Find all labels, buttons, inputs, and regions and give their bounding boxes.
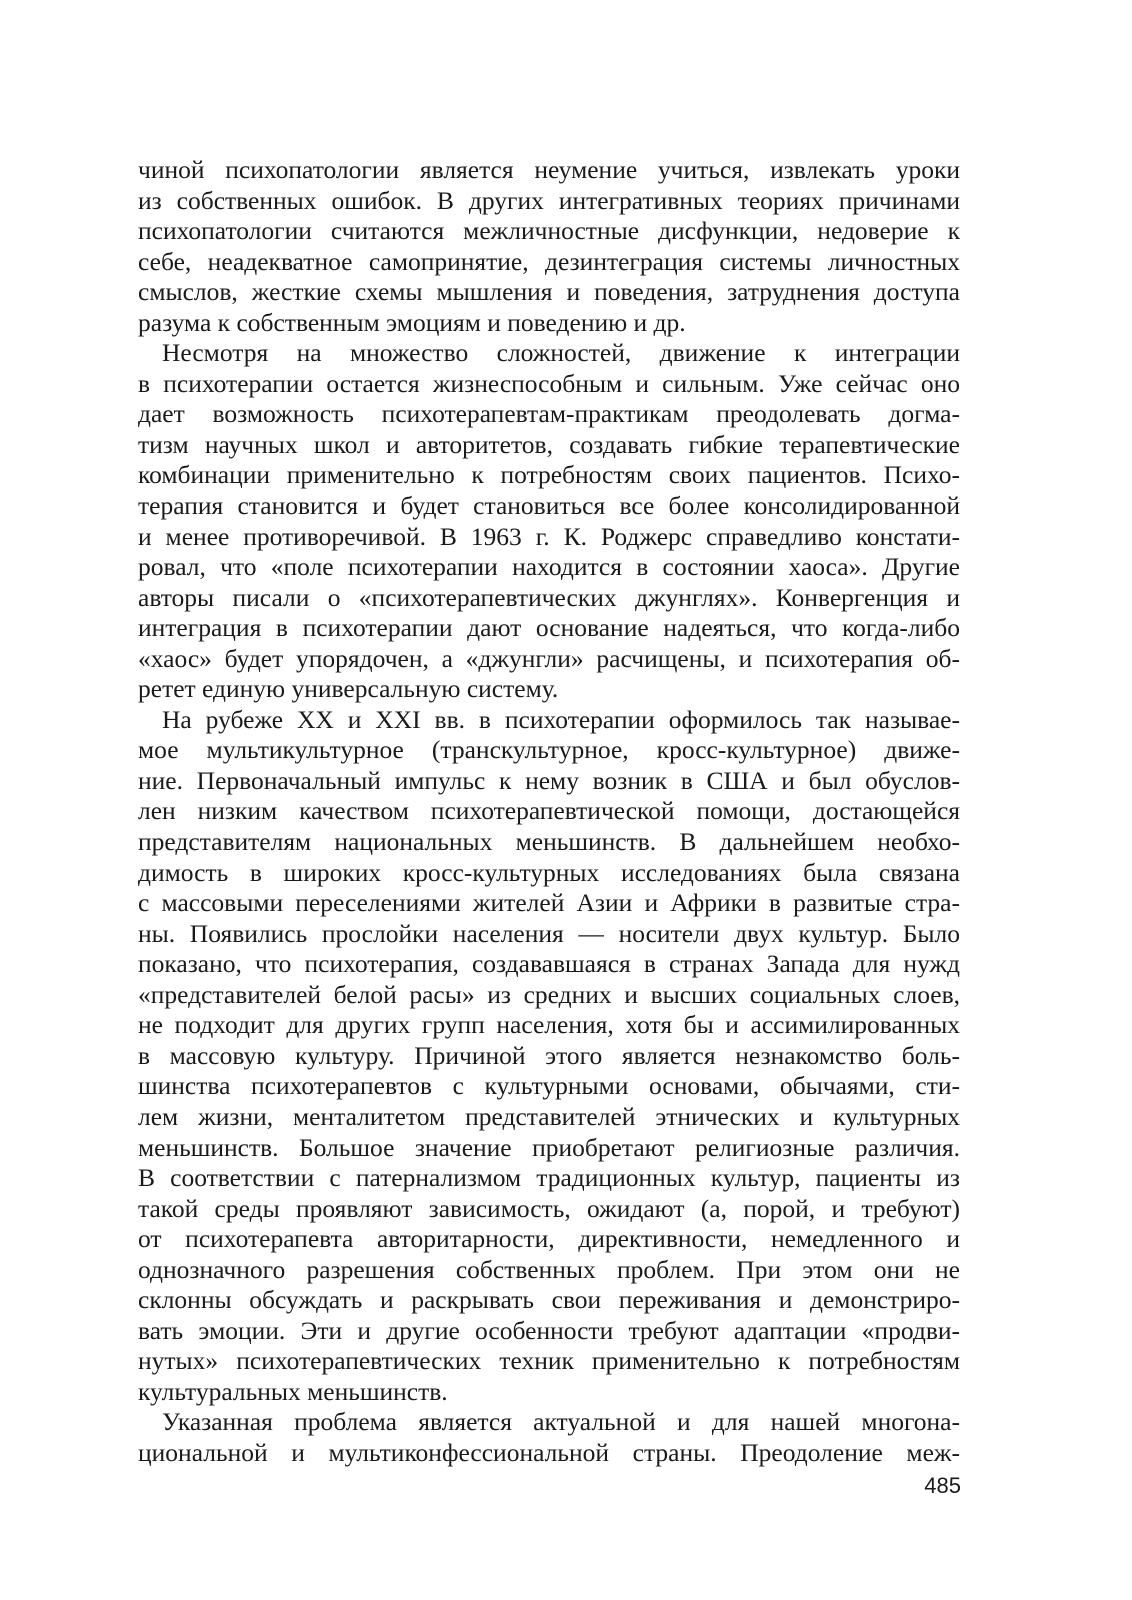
text-line: разума к собственным эмоциям и поведению и др.	[138, 307, 686, 337]
text-line: в массовую культуру. Причиной этого является незнакомство боль-	[138, 1040, 960, 1070]
paragraph	[138, 1407, 960, 1468]
text-line: чиной психопатологии является неумение учиться, извлекать уроки	[138, 155, 960, 184]
text-line: с массовыми переселениями жителей Азии и Африки в развитые стра-	[138, 888, 960, 918]
text-line: из собственных ошибок. В других интегративных теориях причинами	[138, 185, 960, 215]
text-line: себе, неадекватное самопринятие, дезинтеграция системы личностных	[138, 246, 960, 276]
paragraph	[138, 705, 960, 1408]
text-line: комбинации применительно к потребностям своих пациентов. Психо-	[138, 460, 960, 490]
text-line: ретет единую универсальную систему.	[138, 674, 559, 704]
text-line: интеграция в психотерапии дают основание надеяться, что когда-либо	[138, 613, 960, 643]
text-line: димость в широких кросс-культурных исследованиях была связана	[138, 857, 960, 887]
body-text	[138, 155, 960, 1469]
text-line: тизм научных школ и авторитетов, создавать гибкие терапевтические	[138, 429, 960, 459]
text-line: и менее противоречивой. В 1963 г. К. Роджерс справедливо констати-	[138, 521, 960, 551]
text-line: «представителей белой расы» из средних и высших социальных слоев,	[138, 979, 960, 1009]
page-number: 485	[924, 1473, 961, 1498]
text-line: ние. Первоначальный импульс к нему возник в США и был обуслов-	[138, 765, 960, 795]
text-line: «хаос» будет упорядочен, а «джунгли» расчищены, и психотерапия об-	[138, 643, 960, 673]
text-line: Указанная проблема является актуальной и для нашей многона-	[162, 1407, 960, 1437]
text-line: меньшинств. Большое значение приобретают религиозные различия.	[138, 1132, 960, 1162]
text-line: от психотерапевта авторитарности, директивности, немедленного и	[138, 1224, 960, 1254]
text-line: культуральных меньшинств.	[138, 1376, 448, 1406]
text-line: лем жизни, менталитетом представителей этнических и культурных	[138, 1101, 960, 1131]
paragraph	[138, 338, 960, 705]
text-line: авторы писали о «психотерапевтических джунглях». Конвергенция и	[138, 582, 960, 612]
text-line: такой среды проявляют зависимость, ожидают (а, порой, и требуют)	[138, 1193, 960, 1223]
text-line: склонны обсуждать и раскрывать свои переживания и демонстриро-	[138, 1285, 960, 1315]
text-line: дает возможность психотерапевтам-практикам преодолевать догма-	[138, 399, 960, 429]
text-line: показано, что психотерапия, создававшаяся в странах Запада для нужд	[138, 949, 960, 979]
text-line: психопатологии считаются межличностные дисфункции, недоверие к	[138, 216, 960, 246]
text-line: нутых» психотерапевтических техник применительно к потребностям	[138, 1346, 960, 1376]
text-line: шинства психотерапевтов с культурными основами, обычаями, сти-	[138, 1071, 960, 1101]
text-line: мое мультикультурное (транскультурное, кросс-культурное) движе-	[138, 735, 960, 765]
text-line: смыслов, жесткие схемы мышления и поведения, затруднения доступа	[138, 277, 960, 307]
text-line: ровал, что «поле психотерапии находится в состоянии хаоса». Другие	[138, 552, 960, 582]
paragraph	[138, 155, 960, 338]
text-line: в психотерапии остается жизнеспособным и сильным. Уже сейчас оно	[138, 368, 960, 398]
text-line: В соответствии с патернализмом традиционных культур, пациенты из	[138, 1163, 960, 1193]
text-line: ны. Появились прослойки населения — носители двух культур. Было	[138, 918, 960, 948]
text-line: Несмотря на множество сложностей, движение к интеграции	[162, 338, 960, 368]
text-line: На рубеже XX и XXI вв. в психотерапии оформилось так называе-	[162, 704, 960, 734]
text-line: терапия становится и будет становиться все более консолидированной	[138, 491, 960, 521]
text-line: не подходит для других групп населения, хотя бы и ассимилированных	[138, 1010, 960, 1040]
text-line: представителям национальных меньшинств. В дальнейшем необхо-	[138, 827, 960, 857]
text-line: лен низким качеством психотерапевтической помощи, достающейся	[138, 796, 960, 826]
text-line: вать эмоции. Эти и другие особенности требуют адаптации «продви-	[138, 1315, 960, 1345]
text-line: циональной и мультиконфессиональной страны. Преодоление меж-	[138, 1437, 960, 1467]
text-line: однозначного разрешения собственных проблем. При этом они не	[138, 1254, 960, 1284]
